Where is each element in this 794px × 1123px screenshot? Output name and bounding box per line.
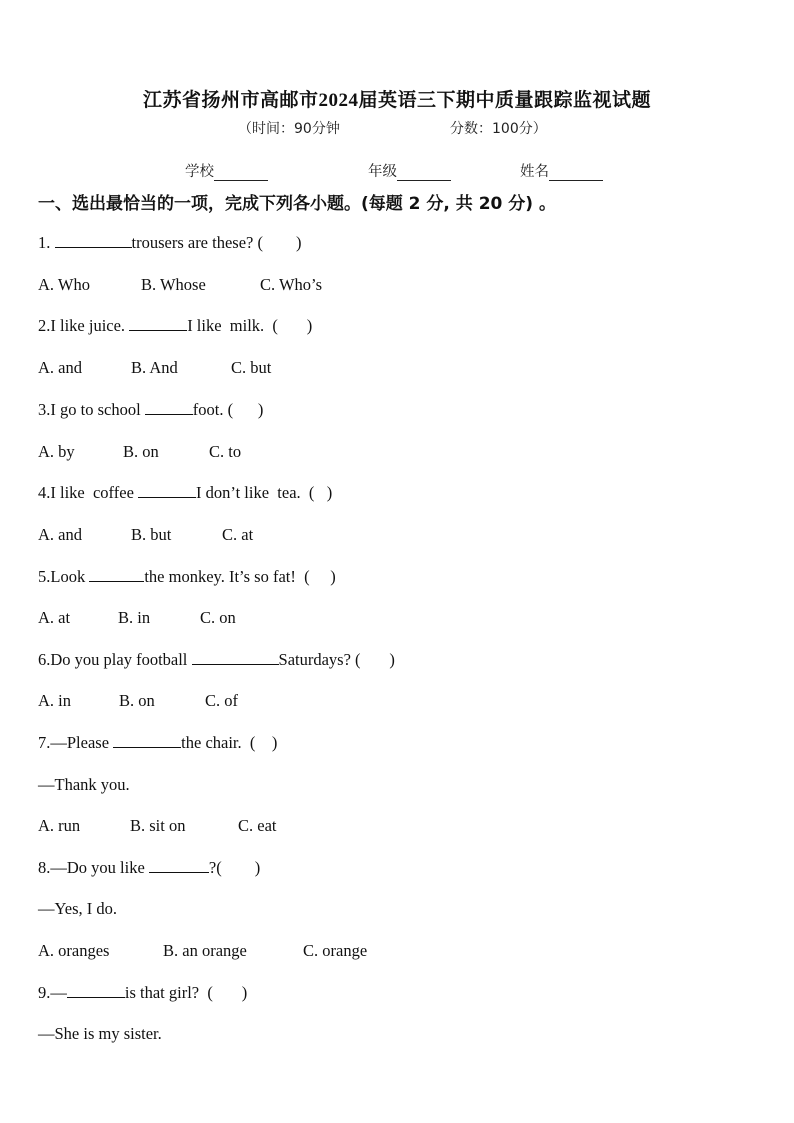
option-c[interactable]: C. but — [231, 358, 272, 377]
question-3-prefix: 3.I go to school — [38, 400, 145, 419]
question-5-options — [38, 608, 236, 628]
question-4-text: I don’t like tea. ( ) — [196, 483, 333, 502]
question-9 — [38, 983, 247, 1003]
question-1-options — [38, 275, 322, 295]
question-5-prefix: 5.Look — [38, 567, 90, 586]
question-8-options — [38, 941, 367, 961]
option-c[interactable]: C. to — [209, 442, 242, 461]
answer-blank[interactable] — [55, 233, 132, 248]
name-field — [520, 160, 603, 181]
option-b[interactable]: B. And — [131, 358, 178, 377]
question-7-options — [38, 816, 277, 836]
option-c[interactable]: C. orange — [303, 941, 368, 960]
question-5-text: the monkey. It’s so fat! ( ) — [144, 567, 336, 586]
question-7-text: the chair. ( ) — [181, 733, 278, 752]
question-9-reply: —She is my sister. — [38, 1024, 162, 1043]
name-label: 姓名 — [520, 164, 549, 180]
question-8-reply: —Yes, I do. — [38, 899, 118, 918]
answer-blank[interactable] — [89, 567, 144, 582]
exam-title: 江苏省扬州市高邮市2024届英语三下期中质量跟踪监视试题 — [142, 90, 651, 111]
question-8 — [38, 858, 260, 878]
option-b[interactable]: B. an orange — [163, 941, 247, 960]
option-c[interactable]: C. Who’s — [260, 275, 323, 294]
option-a[interactable]: A. and — [38, 358, 82, 377]
question-2-prefix: 2.I like juice. — [38, 316, 130, 335]
answer-blank[interactable] — [138, 483, 196, 498]
option-a[interactable]: A. Who — [38, 275, 90, 294]
option-b[interactable]: B. in — [118, 608, 151, 627]
question-8-prefix: 8.—Do you like — [38, 858, 149, 877]
grade-blank[interactable] — [397, 165, 451, 181]
question-9-text: is that girl? ( ) — [124, 983, 248, 1002]
question-1 — [38, 233, 301, 253]
school-field — [185, 160, 268, 181]
question-2-text: I like milk. ( ) — [187, 316, 313, 335]
question-2-options — [38, 358, 271, 378]
question-3-options — [38, 442, 241, 462]
question-4-prefix: 4.I like coffee — [38, 483, 139, 502]
question-6 — [38, 650, 395, 670]
question-4 — [38, 483, 332, 503]
question-5 — [38, 567, 336, 587]
question-3 — [38, 400, 263, 420]
question-4-options — [38, 525, 253, 545]
option-a[interactable]: A. oranges — [38, 941, 110, 960]
exam-score: 分数：100分） — [450, 121, 547, 137]
question-7 — [38, 733, 277, 753]
option-a[interactable]: A. at — [38, 608, 71, 627]
school-blank[interactable] — [214, 165, 268, 181]
option-c[interactable]: C. eat — [238, 816, 277, 835]
answer-blank[interactable] — [113, 733, 181, 748]
question-6-prefix: 6.Do you play football — [38, 650, 192, 669]
option-c[interactable]: C. on — [200, 608, 236, 627]
section-heading: 一、选出最恰当的一项，完成下列各小题。(每题 2 分, 共 20 分) 。 — [38, 194, 556, 214]
answer-blank[interactable] — [129, 316, 187, 331]
question-7-reply: —Thank you. — [38, 775, 130, 794]
option-a[interactable]: A. in — [38, 691, 71, 710]
answer-blank[interactable] — [192, 650, 279, 665]
question-1-prefix: 1. — [38, 233, 55, 252]
exam-time: （时间：90分钟 — [238, 121, 340, 137]
name-blank[interactable] — [549, 165, 603, 181]
question-9-prefix: 9.— — [38, 983, 67, 1002]
question-6-text: Saturdays? ( ) — [278, 650, 395, 669]
option-c[interactable]: C. of — [205, 691, 238, 710]
question-3-text: foot. ( ) — [192, 400, 264, 419]
answer-blank[interactable] — [145, 400, 193, 415]
question-2 — [38, 316, 312, 336]
answer-blank[interactable] — [149, 858, 209, 873]
school-label: 学校 — [185, 164, 214, 180]
grade-label: 年级 — [368, 164, 397, 180]
option-a[interactable]: A. and — [38, 525, 82, 544]
question-6-options — [38, 691, 238, 711]
option-b[interactable]: B. Whose — [141, 275, 206, 294]
option-a[interactable]: A. by — [38, 442, 75, 461]
answer-blank[interactable] — [67, 983, 125, 998]
question-7-prefix: 7.—Please — [38, 733, 114, 752]
option-a[interactable]: A. run — [38, 816, 81, 835]
option-c[interactable]: C. at — [222, 525, 254, 544]
option-b[interactable]: B. but — [131, 525, 172, 544]
question-8-text: ?( ) — [208, 858, 261, 877]
option-b[interactable]: B. sit on — [130, 816, 186, 835]
question-1-text: trousers are these? ( ) — [131, 233, 302, 252]
option-b[interactable]: B. on — [119, 691, 155, 710]
option-b[interactable]: B. on — [123, 442, 159, 461]
grade-field — [368, 160, 451, 181]
